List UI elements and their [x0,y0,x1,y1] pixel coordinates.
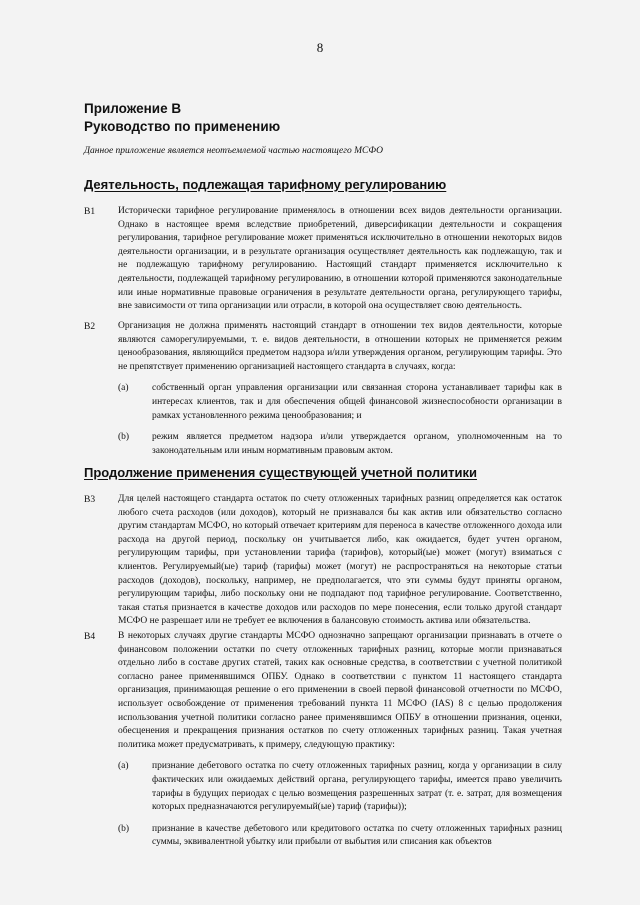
list-item-text: признание дебетового остатка по счету отложенных тарифных разниц, когда у организации в силу фактических или ожидаемых действий органа, регулирующего тарифы, имеется право увеличить тарифы в будущих периодах с целью возмещения разрешенных затрат (т. е. затрат, для возмещения которых предназначаются регулируемый(ые) тариф (тарифы)); [152,761,562,813]
list-item-text: признание в качестве дебетового или кредитового остатка по счету отложенных тарифных разниц суммы, эквивалентной убытку или прибыли от выбытия или списания как объектов [152,823,562,848]
section-heading-accounting-policy: Продолжение применения существующей учетной политики [84,465,477,480]
paragraph-number: B3 [84,495,96,505]
list-item [84,760,562,814]
list-item-label: (a) [118,761,129,772]
paragraph-number: B1 [84,207,96,217]
appendix-title [84,100,280,136]
paragraph-text: Для целей настоящего стандарта остаток по счету отложенных тарифных разниц определяется как остаток любого счета расходов (или доходов), который не признавался бы как актив или обязательство согласно другим стандартам МСФО, но который отвечает критериям для переноса в качестве отложенного дохода или расхода на другой период, поскольку он учитывается либо, как ожидается, будет учтен органом, регулирующим тарифы, при установлении тарифа (тарифов), который(ые) может (могут) взиматься с клиентов. Регулируемый(ые) тариф (тарифы) может (могут) не распространяться на некоторые статьи расходов (доходов), поскольку, например, не предполагается, что эти суммы будут приняты органом, регулирующим тарифы, либо поскольку они не подпадают под тарифное регулирование. Соответственно, такая статья признается в качестве доходов или расходов по мере понесения, если только другой стандарт МСФО не разрешает или не требует ее включения в балансовую стоимость актива или обязательства. [118,494,562,627]
list-item-label: (b) [118,432,130,443]
paragraph-number: B2 [84,322,96,332]
list-item-label: (b) [118,823,130,834]
list-item [84,431,562,458]
list-item [84,382,562,423]
paragraph-text: Организация не должна применять настоящий стандарт в отношении тех видов деятельности, которые являются саморегулируемыми, т. е. видов деятельности, в отношении которых не применяется режим ценообразования, являющийся предметом надзора и/или утверждения органом, регулирующим тарифы. Это не препятствует применению организацией настоящего стандарта в случаях, когда: [118,321,562,372]
list-item-text: режим является предметом надзора и/или утверждается органом, уполномоченным на то законодательным или иным нормативным правовым актом. [152,432,562,456]
page-number: 8 [316,40,324,55]
paragraph-b1 [84,205,562,314]
list-item-text: собственный орган управления организации или связанная сторона устанавливает тарифы как в интересах клиентов, так и для обеспечения общей финансовой жизнеспособности организации в рамках установленного режима ценообразования; и [152,383,562,421]
paragraph-text: Исторически тарифное регулирование применялось в отношении всех видов деятельности организации. Однако в настоящее время вследствие приобретений, диверсификации деятельности и сокращения регулирования, тарифное регулирование может применяться исключительно в отношении некоторых видов деятельности организации, и в результате организация осуществляет деятельность как подлежащую, так и не подлежащую тарифному регулированию. Настоящий стандарт применяется исключительно к деятельности, подлежащей тарифному регулированию, в отношении которой применяются законодательные или иные нормативные правовые ограничения в результате деятельности органа, регулирующего тарифы, вне зависимости от типа организации или отрасли, в которой она осуществляет свою деятельность. [118,206,562,312]
paragraph-b3 [84,493,562,629]
appendix-title-line2: Руководство по применению [84,119,281,134]
appendix-title-line1: Приложение В [84,101,182,116]
paragraph-number: B4 [84,632,96,642]
paragraph-b2 [84,320,562,458]
paragraph-text: В некоторых случаях другие стандарты МСФО однозначно запрещают организации признавать в отчете о финансовом положении остатки по счету отложенных тарифных разниц, которые могли признаваться отдельно либо в составе других статей, таких как основные средства, в соответствии с учетной политикой согласно ранее применявшимся ОПБУ. Однако в соответствии с пунктом 11 настоящего стандарта организация, принимающая решение о его применении в своей первой финансовой отчетности по МСФО, использует освобождение от применения требований пункта 11 МСФО (IAS) 8 с целью продолжения использования учетной политики согласно ранее применявшимся ОПБУ в отношении признания, оценки, обесценения и прекращения признания остатков по счету отложенных тарифных разниц. Такая учетная политика может предусматривать, к примеру, следующую практику: [118,631,562,750]
list-item [84,823,562,850]
list-item-label: (a) [118,383,129,394]
section-heading-tariff-regulation: Деятельность, подлежащая тарифному регулированию [84,177,447,192]
appendix-note: Данное приложение является неотъемлемой частью настоящего МСФО [84,146,383,156]
paragraph-b4 [84,630,562,850]
